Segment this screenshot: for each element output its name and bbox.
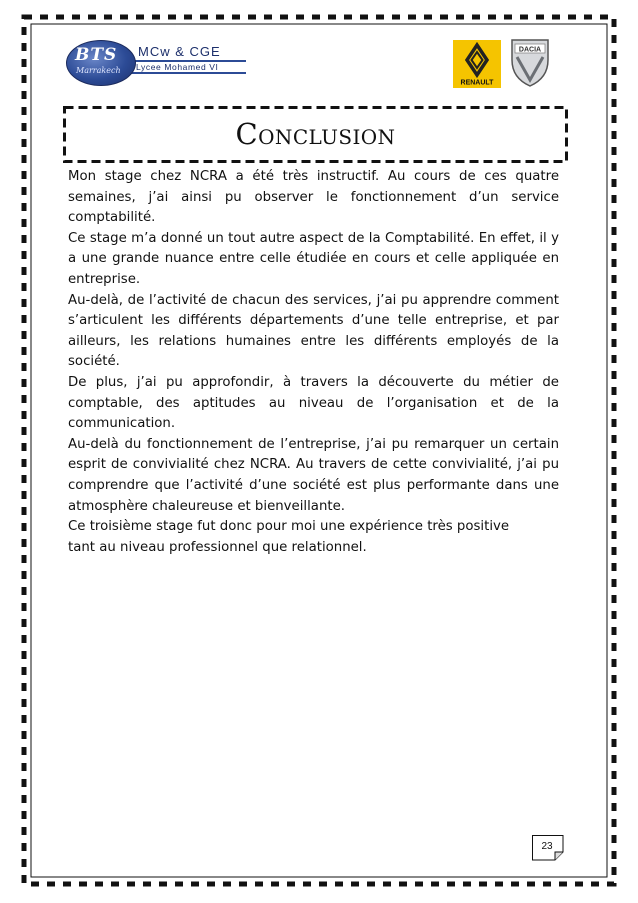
paragraph: Au-delà du fonctionnement de l’entreprise, j’ai pu remarquer un certain esprit de convivialité chez NCRA. Au travers de cette convivialité, j’ai pu comprendre que l’activité d’une société est plus performante dans une atmosphère chaleureuse et bienveillante. <box>68 436 559 514</box>
renault-wordmark: RENAULT <box>460 79 494 87</box>
renault-logo <box>453 40 501 88</box>
page-number-badge <box>532 835 566 861</box>
paragraph: De plus, j’ai pu approfondir, à travers la découverte du métier de comptable, des aptitudes au niveau de l’organisation et de la communication. <box>68 374 559 432</box>
program-name: MCw & CGE <box>138 44 221 59</box>
title-box <box>63 106 568 163</box>
bts-emblem <box>66 40 136 86</box>
dacia-logo <box>506 38 554 88</box>
page-number: 23 <box>541 841 553 852</box>
dacia-wordmark: DACIA <box>518 46 542 54</box>
bts-mark: BTS <box>75 45 118 65</box>
school-logo <box>66 40 252 86</box>
paragraph: Mon stage chez NCRA a été très instructif. Au cours de ces quatre semaines, j’ai ainsi pu observer le fonctionnement d’un service comptabilité. <box>68 169 559 226</box>
logo-stripe <box>124 72 246 74</box>
paragraph: Ce stage m’a donné un tout autre aspect de la Comptabilité. En effet, il y a une grande nuance entre celle étudiée en cours et celle appliquée en entreprise. <box>68 230 559 287</box>
closing-line: Ce troisième stage fut donc pour moi une expérience très positive <box>68 519 510 535</box>
page-title: Conclusion <box>235 117 396 151</box>
school-name: Lycee Mohamed VI <box>136 62 219 72</box>
paragraph: Au-delà, de l’activité de chacun des services, j’ai pu apprendre comment s’articulent les différents départements d’une telle entreprise, et par ailleurs, les relations humaines entre les différents employés de la société. <box>68 292 559 370</box>
body-text <box>68 167 559 558</box>
header-logos <box>0 0 638 100</box>
bts-city: Marrakech <box>76 66 121 75</box>
closing-line: tant au niveau professionnel que relationnel. <box>68 539 367 555</box>
